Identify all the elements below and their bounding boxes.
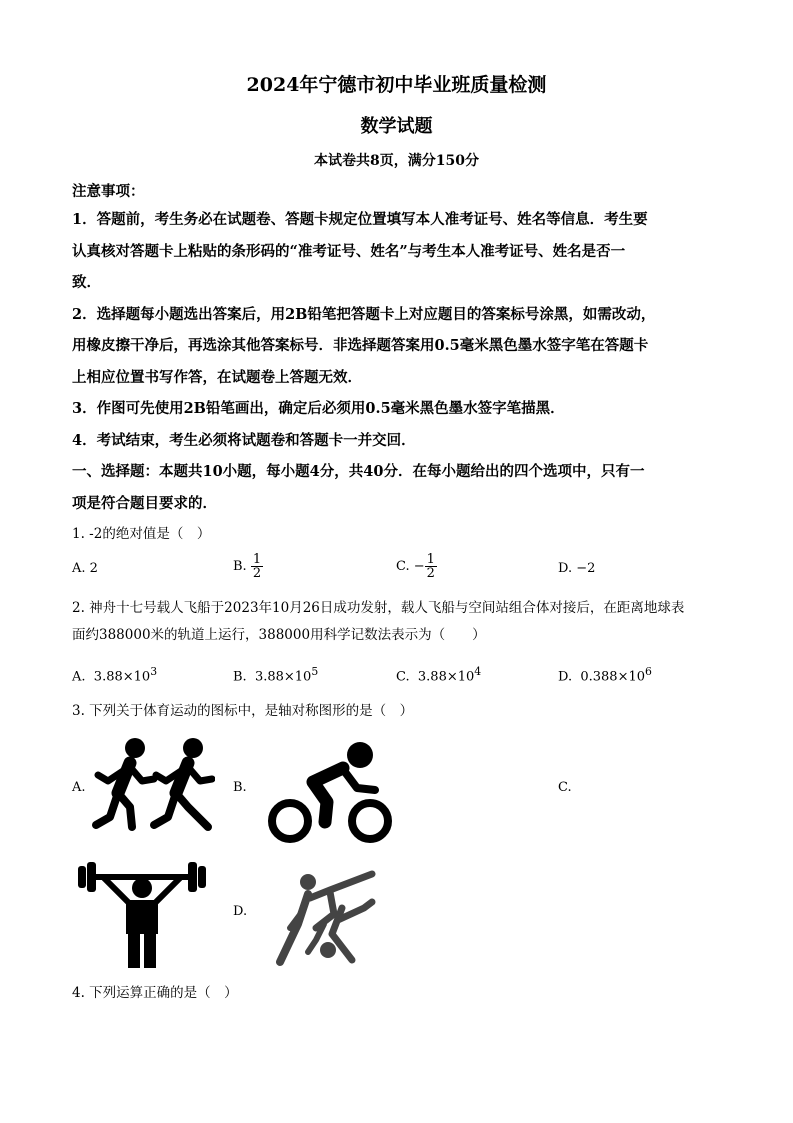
q2-option-b: B. $3.88\times 10^5$ [233, 665, 319, 685]
q3-option-b-label: B. [233, 780, 247, 795]
notice-item-4: 4．考试结束，考生必须将试题卷和答题卡一并交回． [72, 431, 416, 449]
judo-icon [272, 868, 377, 968]
q2-stem: 2. 神舟十七号载人飞船于2023年10月26日成功发射，载人飞船与空间站组合体对接后，在距离地球表 面约388000米的轨道上运行，388000用科学记数法表示为（ ） [72, 600, 685, 643]
notice-list [72, 204, 722, 519]
q3-option-d-label: D. [233, 904, 248, 919]
notice-item-1-line-2: 认真核对答题卡上粘贴的条形码的“准考证号、姓名”与考生本人准考证号、姓名是否一 [72, 242, 626, 260]
section-1-line-1: 一、选择题：本题共10小题，每小题4分，共40分．在每小题给出的四个选项中，只有一 [72, 463, 645, 480]
q1-option-c: C. − $\frac{1}{2}$ [396, 552, 435, 581]
q1-option-d: D. −2 [558, 561, 596, 576]
fraction: $\frac{1}{2}$ [426, 552, 435, 581]
q3-option-c-label: C. [558, 780, 572, 795]
q3-stem: 3. 下列关于体育运动的图标中，是轴对称图形的是（ ） [72, 703, 414, 719]
q1-option-a: A. 2 [72, 561, 98, 576]
q2-option-c: C. $3.88\times 10^4$ [396, 665, 482, 685]
q1-option-b: B. $\frac{1}{2}$ [233, 552, 262, 581]
notice-item-1-line-1: 1．答题前，考生务必在试题卷、答题卡规定位置填写本人准考证号、姓名等信息．考生要 [72, 211, 648, 228]
notice-item-1-line-3: 致． [72, 274, 101, 291]
weightlifting-icon [78, 862, 206, 970]
notice-item-2-line-1: 2．选择题每小题选出答案后，用2B铅笔把答题卡上对应题目的答案标号涂黑，如需改动， [72, 305, 656, 323]
q2-option-d: D. $0.388\times 10^6$ [558, 665, 652, 685]
running-icon [90, 735, 215, 835]
q2-option-a: A. $3.88\times 10^3$ [72, 665, 158, 685]
exam-info: 本试卷共8页，满分150分 [314, 153, 479, 169]
exam-title: 2024年宁德市初中毕业班质量检测 [246, 74, 547, 96]
q4-stem: 4. 下列运算正确的是（ ） [72, 985, 238, 1001]
fraction: $\frac{1}{2}$ [252, 552, 262, 581]
cycling-icon [265, 738, 395, 848]
notice-item-2-line-2: 用橡皮擦干净后，再选涂其他答案标号．非选择题答案用0.5毫米黑色墨水签字笔在答题卡 [72, 337, 649, 354]
notice-item-3: 3．作图可先使用2B铅笔画出，确定后必须用0.5毫米黑色墨水签字笔描黑． [72, 400, 565, 417]
q3-option-a-label: A. [72, 780, 86, 795]
notice-heading: 注意事项： [72, 183, 145, 200]
notice-item-2-line-3: 上相应位置书写作答，在试题卷上答题无效． [72, 368, 362, 386]
q1-stem: 1. -2的绝对值是（ ） [72, 526, 211, 542]
exam-subject: 数学试题 [360, 116, 433, 137]
section-1-line-2: 项是符合题目要求的． [72, 494, 217, 512]
